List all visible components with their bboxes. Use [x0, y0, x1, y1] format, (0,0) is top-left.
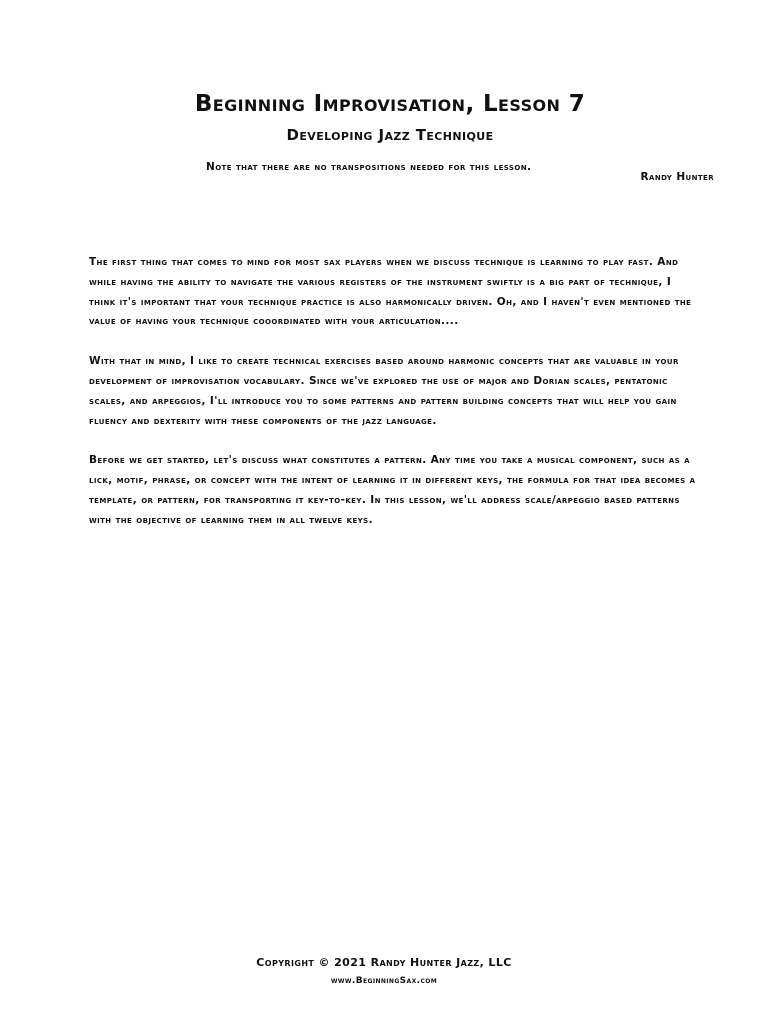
page-subtitle: Developing Jazz Technique [286, 126, 494, 144]
website-url: www.BeginningSax.com [330, 976, 438, 986]
page-title: Beginning Improvisation, Lesson 7 [194, 91, 586, 117]
paragraph-technique-intro: The first thing that comes to mind for most sax players when we discuss technique is learning to play fast. And while having the ability to navigate the various registers of the instrument swiftly is a big part of technique, I think it's important that your technique practice is also harmonically driven. Oh, and I haven't even mentioned the value of having your technique cooordinated with your articulation.... [89, 256, 692, 328]
paragraph-pattern-definition: Before we get started, let's discuss what constitutes a pattern. Any time you take a musical component, such as a lick, motif, phrase, or concept with the intent of learning it in different keys, the formula for that idea becomes a template, or pattern, for transporting it key-to-key. In this lesson, we'll address scale/arpeggio based patterns with the objective of learning them in all twelve keys. [89, 454, 696, 526]
author-name: Randy Hunter [640, 171, 714, 183]
transposition-note: Note that there are no transpositions needed for this lesson. [206, 161, 532, 173]
paragraph-harmonic-exercises: With that in mind, I like to create technical exercises based around harmonic concepts that are valuable in your development of improvisation vocabulary. Since we've explored the use of major and Dorian scales, pentatonic scales, and arpeggios, I'll introduce you to some patterns and pattern building concepts that will help you gain fluency and dexterity with these components of the jazz language. [89, 355, 679, 427]
copyright-notice: Copyright © 2021 Randy Hunter Jazz, LLC [256, 956, 512, 969]
lesson-body [89, 253, 701, 551]
